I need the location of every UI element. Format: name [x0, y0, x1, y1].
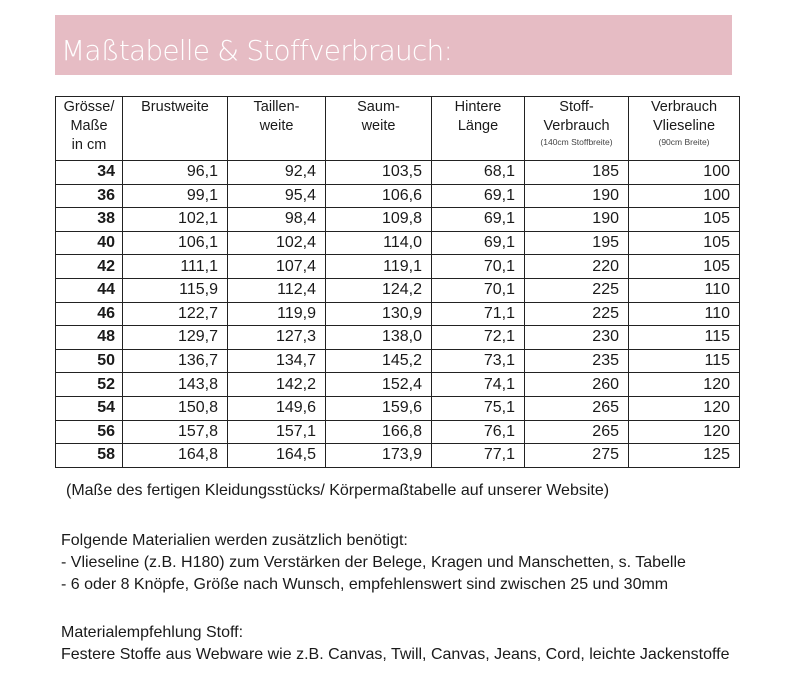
- table-cell: 150,8: [123, 396, 228, 420]
- size-cell: 40: [56, 231, 123, 255]
- fabric-heading: Materialempfehlung Stoff:: [61, 624, 244, 641]
- table-cell: 134,7: [228, 349, 326, 373]
- materials-heading: Folgende Materialien werden zusätzlich benötigt:: [61, 532, 408, 549]
- size-cell: 46: [56, 302, 123, 326]
- table-cell: 235: [525, 349, 629, 373]
- size-cell: 54: [56, 396, 123, 420]
- table-cell: 220: [525, 255, 629, 279]
- table-cell: 102,4: [228, 231, 326, 255]
- table-row: [56, 255, 740, 279]
- table-cell: 112,4: [228, 278, 326, 302]
- table-cell: 75,1: [432, 396, 525, 420]
- size-cell: 56: [56, 420, 123, 444]
- table-cell: 68,1: [432, 161, 525, 185]
- table-cell: 145,2: [326, 349, 432, 373]
- materials-item: - Vlieseline (z.B. H180) zum Verstärken der Belege, Kragen und Manschetten, s. Tabelle: [61, 554, 686, 571]
- table-cell: 70,1: [432, 278, 525, 302]
- table-cell: 106,1: [123, 231, 228, 255]
- size-cell: 58: [56, 444, 123, 468]
- column-header: [629, 97, 740, 161]
- table-cell: 95,4: [228, 184, 326, 208]
- table-cell: 110: [629, 302, 740, 326]
- table-cell: 106,6: [326, 184, 432, 208]
- size-table-body: [56, 161, 740, 468]
- table-cell: 142,2: [228, 373, 326, 397]
- table-cell: 115,9: [123, 278, 228, 302]
- table-cell: 100: [629, 161, 740, 185]
- table-row: [56, 278, 740, 302]
- table-cell: 120: [629, 420, 740, 444]
- table-row: [56, 396, 740, 420]
- size-cell: 52: [56, 373, 123, 397]
- table-row: [56, 420, 740, 444]
- page-title: Maßtabelle & Stoffverbrauch:: [61, 34, 453, 67]
- column-header-line: weite: [361, 118, 396, 134]
- table-cell: 74,1: [432, 373, 525, 397]
- table-cell: 115: [629, 349, 740, 373]
- column-header-line: Verbrauch: [543, 118, 610, 134]
- table-cell: 166,8: [326, 420, 432, 444]
- table-cell: 105: [629, 231, 740, 255]
- column-header: [432, 97, 525, 161]
- table-cell: 164,8: [123, 444, 228, 468]
- size-cell: 50: [56, 349, 123, 373]
- column-header-line: Stoff-: [559, 99, 594, 115]
- table-cell: 143,8: [123, 373, 228, 397]
- fabric-text: Festere Stoffe aus Webware wie z.B. Canvas, Twill, Canvas, Jeans, Cord, leichte Jackenstoffe: [61, 646, 730, 663]
- table-cell: 129,7: [123, 326, 228, 350]
- table-cell: 230: [525, 326, 629, 350]
- table-cell: 76,1: [432, 420, 525, 444]
- column-header-note: (140cm Stoffbreite): [540, 137, 613, 147]
- size-cell: 34: [56, 161, 123, 185]
- size-table: [55, 96, 740, 468]
- column-header-line: Verbrauch: [650, 99, 718, 115]
- column-header-line: Maße: [70, 118, 108, 134]
- table-cell: 69,1: [432, 208, 525, 232]
- table-cell: 98,4: [228, 208, 326, 232]
- table-row: [56, 444, 740, 468]
- table-cell: 125: [629, 444, 740, 468]
- size-cell: 38: [56, 208, 123, 232]
- table-row: [56, 349, 740, 373]
- table-cell: 260: [525, 373, 629, 397]
- table-cell: 185: [525, 161, 629, 185]
- table-cell: 225: [525, 278, 629, 302]
- table-cell: 73,1: [432, 349, 525, 373]
- table-cell: 69,1: [432, 184, 525, 208]
- table-cell: 265: [525, 420, 629, 444]
- table-row: [56, 373, 740, 397]
- size-cell: 44: [56, 278, 123, 302]
- table-cell: 99,1: [123, 184, 228, 208]
- header-row: [56, 97, 740, 161]
- fabric-section: [61, 622, 729, 666]
- table-cell: 71,1: [432, 302, 525, 326]
- column-header-line: Grösse/: [63, 99, 115, 115]
- table-cell: 225: [525, 302, 629, 326]
- column-header: [326, 97, 432, 161]
- table-cell: 275: [525, 444, 629, 468]
- table-cell: 92,4: [228, 161, 326, 185]
- column-header-line: weite: [259, 118, 294, 134]
- title-banner: [55, 15, 732, 75]
- table-cell: 115: [629, 326, 740, 350]
- materials-section: [61, 530, 686, 596]
- table-cell: 105: [629, 208, 740, 232]
- column-header-line: Hintere: [454, 99, 502, 115]
- table-row: [56, 184, 740, 208]
- table-cell: 110: [629, 278, 740, 302]
- size-cell: 48: [56, 326, 123, 350]
- column-header-line: Taillen-: [253, 99, 300, 115]
- table-row: [56, 326, 740, 350]
- materials-item: - 6 oder 8 Knöpfe, Größe nach Wunsch, empfehlenswert sind zwischen 25 und 30mm: [61, 576, 669, 593]
- size-cell: 36: [56, 184, 123, 208]
- table-cell: 69,1: [432, 231, 525, 255]
- table-cell: 159,6: [326, 396, 432, 420]
- table-cell: 107,4: [228, 255, 326, 279]
- column-header: [228, 97, 326, 161]
- table-cell: 70,1: [432, 255, 525, 279]
- column-header-note: (90cm Breite): [658, 137, 710, 147]
- table-cell: 149,6: [228, 396, 326, 420]
- table-cell: 111,1: [123, 255, 228, 279]
- table-row: [56, 208, 740, 232]
- table-row: [56, 231, 740, 255]
- table-cell: 122,7: [123, 302, 228, 326]
- table-cell: 190: [525, 208, 629, 232]
- column-header-line: Saum-: [357, 99, 400, 115]
- table-cell: 120: [629, 396, 740, 420]
- table-cell: 173,9: [326, 444, 432, 468]
- column-header-line: in cm: [71, 137, 107, 153]
- table-cell: 114,0: [326, 231, 432, 255]
- table-cell: 190: [525, 184, 629, 208]
- table-cell: 164,5: [228, 444, 326, 468]
- table-cell: 103,5: [326, 161, 432, 185]
- column-header-line: Brustweite: [141, 99, 209, 115]
- table-cell: 138,0: [326, 326, 432, 350]
- table-cell: 195: [525, 231, 629, 255]
- table-caption: (Maße des fertigen Kleidungsstücks/ Körpermaßtabelle auf unserer Website): [66, 482, 610, 499]
- table-cell: 127,3: [228, 326, 326, 350]
- table-cell: 72,1: [432, 326, 525, 350]
- table-cell: 119,9: [228, 302, 326, 326]
- column-header: [56, 97, 123, 161]
- table-row: [56, 302, 740, 326]
- table-cell: 157,1: [228, 420, 326, 444]
- table-cell: 77,1: [432, 444, 525, 468]
- table-cell: 265: [525, 396, 629, 420]
- column-header: [525, 97, 629, 161]
- column-header-line: Vlieseline: [652, 118, 716, 134]
- table-cell: 152,4: [326, 373, 432, 397]
- table-cell: 109,8: [326, 208, 432, 232]
- table-row: [56, 161, 740, 185]
- table-cell: 120: [629, 373, 740, 397]
- table-cell: 130,9: [326, 302, 432, 326]
- table-cell: 136,7: [123, 349, 228, 373]
- column-header: [123, 97, 228, 161]
- size-cell: 42: [56, 255, 123, 279]
- table-cell: 102,1: [123, 208, 228, 232]
- table-cell: 124,2: [326, 278, 432, 302]
- column-header-line: Länge: [457, 118, 499, 134]
- table-cell: 100: [629, 184, 740, 208]
- table-cell: 96,1: [123, 161, 228, 185]
- table-cell: 119,1: [326, 255, 432, 279]
- size-table-header: [56, 97, 740, 161]
- table-cell: 157,8: [123, 420, 228, 444]
- table-cell: 105: [629, 255, 740, 279]
